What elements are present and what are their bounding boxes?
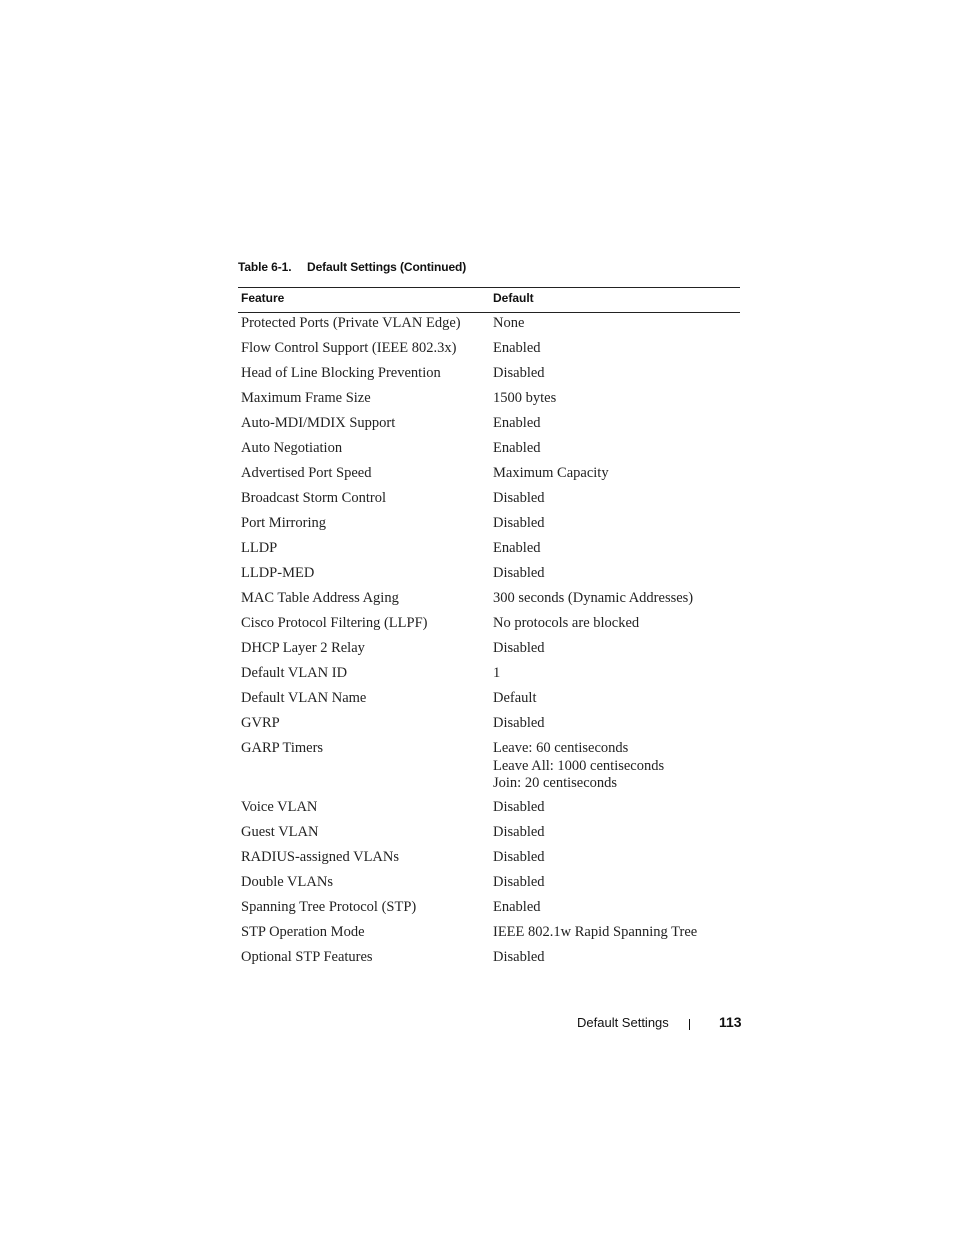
- footer-section-title: Default Settings: [577, 1015, 669, 1030]
- table-row: [238, 338, 740, 363]
- feature-cell: Advertised Port Speed: [241, 465, 372, 481]
- default-cell: No protocols are blocked: [493, 615, 640, 631]
- table-row: [238, 388, 740, 413]
- default-cell: Disabled: [493, 515, 545, 531]
- feature-cell: Spanning Tree Protocol (STP): [241, 899, 417, 915]
- table-row: [238, 638, 740, 663]
- page-number: 113: [719, 1014, 742, 1030]
- default-cell: Disabled: [493, 824, 545, 840]
- feature-cell: Flow Control Support (IEEE 802.3x): [241, 340, 457, 356]
- table-title: Default Settings (Continued): [307, 260, 467, 274]
- default-cell-line: Leave All: 1000 centiseconds: [493, 757, 665, 774]
- table-row: [238, 563, 740, 588]
- table-row: [238, 897, 740, 922]
- feature-cell: Broadcast Storm Control: [241, 490, 386, 506]
- table-row: [238, 872, 740, 897]
- default-cell-line: Leave: 60 centiseconds: [493, 740, 629, 756]
- table-row: [238, 688, 740, 713]
- table-row: [238, 922, 740, 947]
- default-cell: Disabled: [493, 849, 545, 865]
- table-row: [238, 947, 740, 972]
- feature-cell: MAC Table Address Aging: [241, 590, 399, 606]
- default-cell: Disabled: [493, 365, 545, 381]
- feature-cell: Auto Negotiation: [241, 440, 343, 456]
- default-cell: 1500 bytes: [493, 390, 557, 406]
- header-feature: Feature: [241, 291, 285, 305]
- feature-cell: RADIUS-assigned VLANs: [241, 849, 400, 865]
- feature-cell: Default VLAN ID: [241, 665, 348, 681]
- feature-cell: LLDP: [241, 540, 278, 556]
- table-row: [238, 663, 740, 688]
- table-row: [238, 438, 740, 463]
- default-cell: Disabled: [493, 949, 545, 965]
- table-row: [238, 613, 740, 638]
- footer-separator: [689, 1019, 690, 1030]
- default-cell-line: Join: 20 centiseconds: [493, 775, 618, 791]
- feature-cell: Protected Ports (Private VLAN Edge): [241, 315, 461, 331]
- table-number: Table 6-1.: [238, 260, 292, 274]
- table-row: [238, 538, 740, 563]
- table-row: [238, 738, 740, 797]
- default-cell: Disabled: [493, 490, 545, 506]
- feature-cell: Port Mirroring: [241, 515, 326, 531]
- table-row: [238, 847, 740, 872]
- default-cell: Disabled: [493, 715, 545, 731]
- feature-cell: Default VLAN Name: [241, 690, 367, 706]
- table-row: [238, 363, 740, 388]
- table-row: [238, 463, 740, 488]
- default-cell: None: [493, 315, 525, 331]
- default-cell: Maximum Capacity: [493, 465, 609, 481]
- default-cell: 300 seconds (Dynamic Addresses): [493, 590, 694, 606]
- feature-cell: Optional STP Features: [241, 949, 373, 965]
- default-cell: Enabled: [493, 415, 541, 431]
- feature-cell: DHCP Layer 2 Relay: [241, 640, 365, 656]
- feature-cell: Double VLANs: [241, 874, 333, 890]
- feature-cell: Auto-MDI/MDIX Support: [241, 415, 396, 431]
- table-row: [238, 513, 740, 538]
- default-cell: Enabled: [493, 440, 541, 456]
- default-cell: Disabled: [493, 640, 545, 656]
- feature-cell: Head of Line Blocking Prevention: [241, 365, 441, 381]
- table-row: [238, 797, 740, 822]
- default-cell: Enabled: [493, 899, 541, 915]
- default-cell: IEEE 802.1w Rapid Spanning Tree: [493, 924, 698, 940]
- default-settings-table: [238, 287, 740, 972]
- feature-cell: Cisco Protocol Filtering (LLPF): [241, 615, 428, 631]
- default-cell: Default: [493, 690, 537, 706]
- table-row: [238, 822, 740, 847]
- default-cell: [493, 740, 664, 793]
- default-cell: 1: [493, 665, 501, 681]
- table-caption: [238, 260, 466, 274]
- default-cell: Enabled: [493, 540, 541, 556]
- feature-cell: Maximum Frame Size: [241, 390, 371, 406]
- default-cell: Disabled: [493, 565, 545, 581]
- header-default: Default: [493, 291, 534, 305]
- table-row: [238, 488, 740, 513]
- table-header-row: [238, 287, 740, 313]
- table-row: [238, 413, 740, 438]
- feature-cell: GARP Timers: [241, 740, 324, 756]
- default-cell: Disabled: [493, 799, 545, 815]
- default-cell: Disabled: [493, 874, 545, 890]
- default-cell: Enabled: [493, 340, 541, 356]
- table-row: [238, 713, 740, 738]
- feature-cell: GVRP: [241, 715, 280, 731]
- feature-cell: Voice VLAN: [241, 799, 318, 815]
- table-body: [238, 313, 740, 972]
- table-row: [238, 313, 740, 338]
- feature-cell: STP Operation Mode: [241, 924, 365, 940]
- feature-cell: Guest VLAN: [241, 824, 319, 840]
- table-row: [238, 588, 740, 613]
- feature-cell: LLDP-MED: [241, 565, 315, 581]
